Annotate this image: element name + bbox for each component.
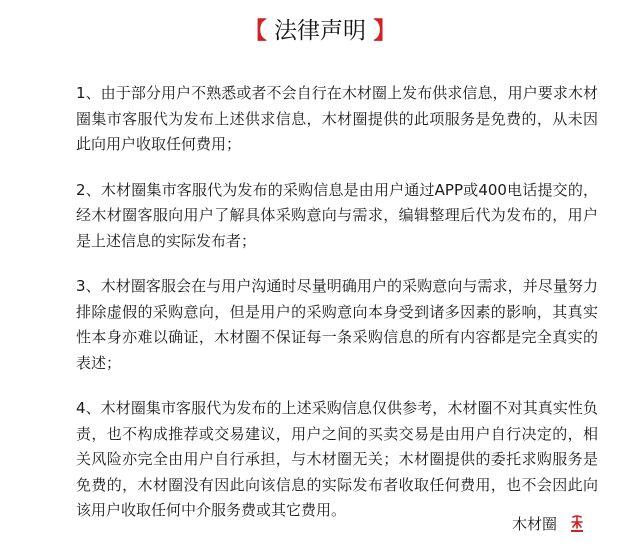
title-text: 法律声明 [274, 18, 366, 44]
signature [512, 513, 585, 535]
signature-name: 木材圈 [512, 515, 558, 533]
seal-icon [569, 513, 585, 535]
page-title [0, 16, 640, 46]
title-left-bracket: 【 [243, 18, 267, 44]
legal-statement-body [76, 81, 598, 544]
statement-paragraph-2: 2、木材圈集市客服代为发布的采购信息是由用户通过APP或400电话提交的，经木材圈客服向用户了解具体采购意向与需求，编辑整理后代为发布的，用户是上述信息的实际发布者； [76, 180, 598, 250]
statement-paragraph-1: 1、由于部分用户不熟悉或者不会自行在木材圈上发布供求信息，用户要求木材圈集市客服代为发布上述供求信息，木材圈提供的此项服务是免费的，从未因此向用户收取任何费用； [76, 84, 598, 153]
title-right-bracket: 】 [373, 18, 397, 44]
statement-paragraph-3: 3、木材圈客服会在与用户沟通时尽量明确用户的采购意向与需求，并尽量努力排除虚假的采购意向，但是用户的采购意向本身受到诸多因素的影响，其真实性本身亦难以确证，木材圈不保证每一条采购信息的所有内容都是完全真实的表述； [76, 277, 598, 372]
statement-paragraph-4: 4、木材圈集市客服代为发布的上述采购信息仅供参考，木材圈不对其真实性负责，也不构成推荐或交易建议，用户之间的买卖交易是由用户自行决定的，相关风险亦完全由用户自行承担，与木材圈无关；木材圈提供的委托求购服务是免费的，木材圈没有因此向该信息的实际发布者收取任何费用，也不会因此向该用户收取任何中介服务费或其它费用。 [76, 399, 598, 519]
